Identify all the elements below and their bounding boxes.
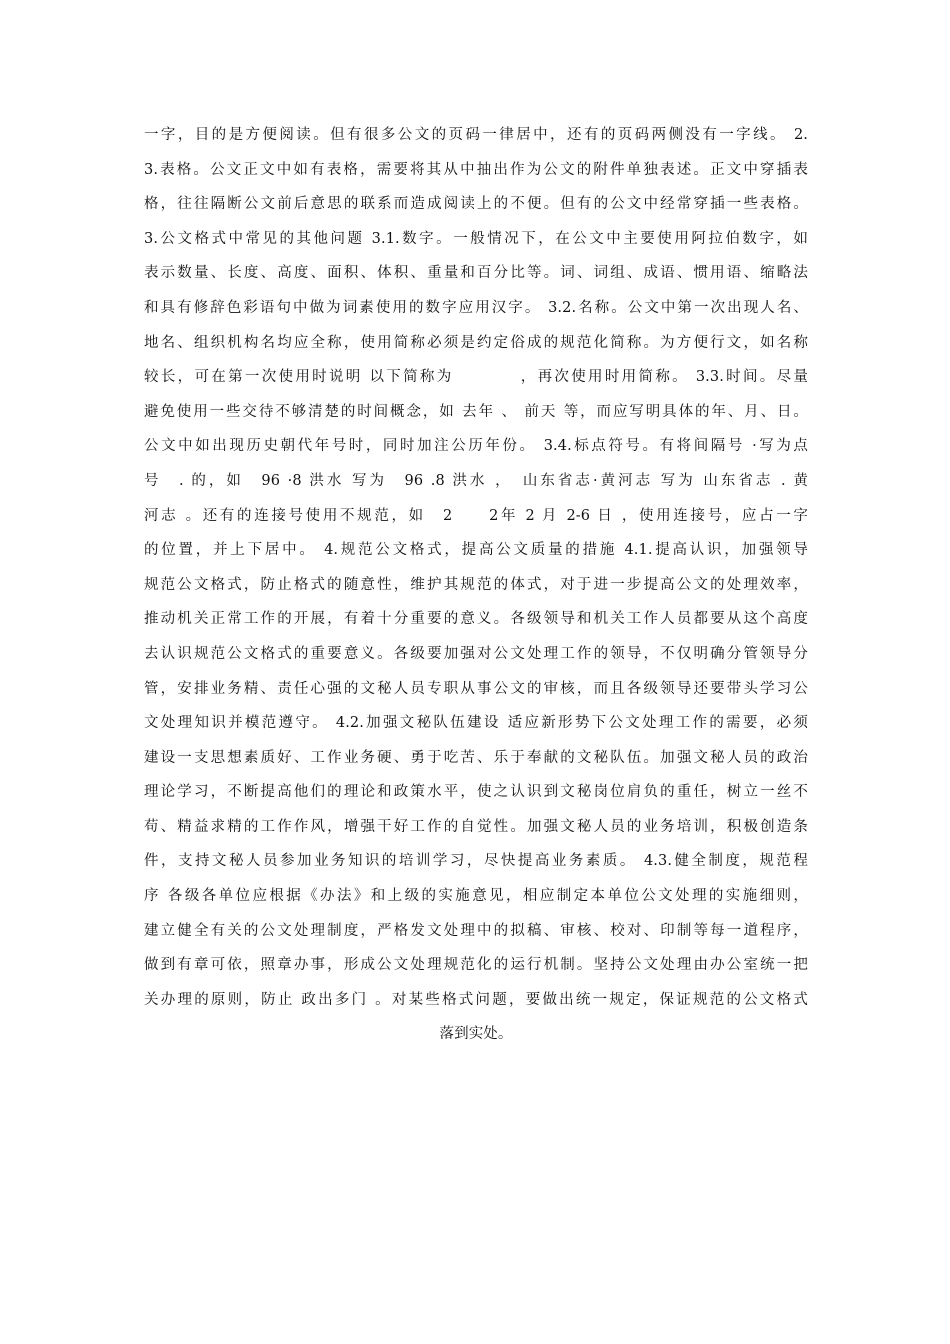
text-line: 表示数量、长度、高度、面积、体积、重量和百分比等。词、词组、成语、惯用语、缩略法 [144, 265, 808, 282]
text-line: 3.公文格式中常见的其他问题 3.1.数字。一般情况下，在公文中主要使用阿拉伯数字，如 [144, 230, 808, 247]
text-line: 避免使用一些交待不够清楚的时间概念，如 去年 、 前天 等，而应写明具体的年、月、日。 [144, 403, 808, 420]
text-line: 去认识规范公文格式的重要意义。各级要加强对公文处理工作的领导，不仅明确分管领导分 [144, 645, 808, 662]
text-line: 序 各级各单位应根据《办法》和上级的实施意见，相应制定本单位公文处理的实施细则， [144, 888, 808, 905]
text-line: 格，往往隔断公文前后意思的联系而造成阅读上的不便。但有的公文中经常穿插一些表格。 [144, 196, 808, 213]
text-line: 苟、精益求精的工作作风，增强干好工作的自觉性。加强文秘人员的业务培训，积极创造条 [144, 818, 808, 835]
text-line: 理论学习，不断提高他们的理论和政策水平，使之认识到文秘岗位肩负的重任，树立一丝不 [144, 784, 808, 801]
text-line: 和具有修辞色彩语句中做为词素使用的数字应用汉字。 3.2.名称。公文中第一次出现人名、 [144, 299, 808, 316]
text-line: 较长，可在第一次使用时说明 以下简称为 ，再次使用时用简称。 3.3.时间。尽量 [144, 369, 808, 386]
text-line: 关办理的原则，防止 政出多门 。对某些格式问题，要做出统一规定，保证规范的公文格式 [144, 991, 808, 1008]
text-line: 河志 。还有的连接号使用不规范，如 2 2年 2 月 2-6 日 ，使用连接号，应占一字 [144, 507, 808, 524]
text-line: 文处理知识并模范遵守。 4.2.加强文秘队伍建设 适应新形势下公文处理工作的需要，必须 [144, 715, 808, 732]
text-line: 的位置，并上下居中。 4.规范公文格式，提高公文质量的措施 4.1.提高认识，加强领导 [144, 542, 808, 559]
document-body [144, 118, 808, 1052]
text-line: 推动机关正常工作的开展，有着十分重要的意义。各级领导和机关工作人员都要从这个高度 [144, 611, 808, 628]
text-line: 规范公文格式，防止格式的随意性，维护其规范的体式，对于进一步提高公文的处理效率， [144, 576, 808, 593]
text-line: 做到有章可依，照章办事，形成公文处理规范化的运行机制。坚持公文处理由办公室统一把 [144, 957, 808, 974]
text-line: 管，安排业务精、责任心强的文秘人员专职从事公文的审核，而且各级领导还要带头学习公 [144, 680, 808, 697]
text-line: 件，支持文秘人员参加业务知识的培训学习，尽快提高业务素质。 4.3.健全制度，规范程 [144, 853, 808, 870]
text-line: 3.表格。公文正文中如有表格，需要将其从中抽出作为公文的附件单独表述。正文中穿插表 [144, 161, 808, 178]
text-line: 地名、组织机构名均应全称，使用简称必须是约定俗成的规范化简称。为方便行文，如名称 [144, 334, 808, 351]
text-line: 建设一支思想素质好、工作业务硬、勇于吃苦、乐于奉献的文秘队伍。加强文秘人员的政治 [144, 749, 808, 766]
text-line: 号 . 的，如 96 ·8 洪水 写为 96 .8 洪水 ， 山东省志·黄河志 写为 山东省志 . 黄 [144, 472, 808, 489]
text-line-last: 落到实处。 [439, 1026, 513, 1043]
text-line: 建立健全有关的公文处理制度，严格发文处理中的拟稿、审核、校对、印制等每一道程序， [144, 922, 808, 939]
text-line: 一字，目的是方便阅读。但有很多公文的页码一律居中，还有的页码两侧没有一字线。 2. [144, 127, 808, 143]
text-line: 公文中如出现历史朝代年号时，同时加注公历年份。 3.4.标点符号。有将间隔号 ·写为点 [144, 438, 808, 455]
